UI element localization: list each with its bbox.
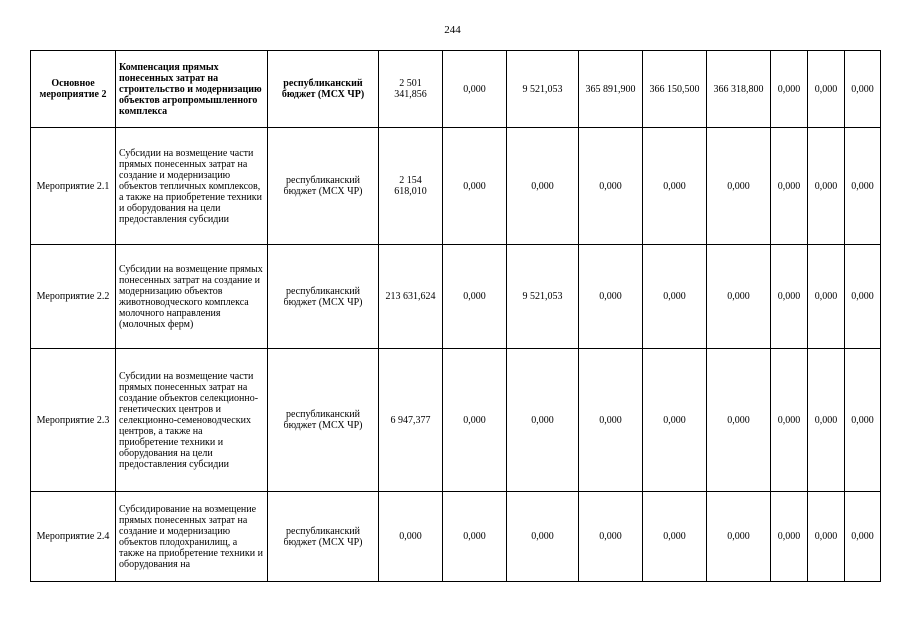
value-cell: 0,000: [808, 349, 845, 492]
value-cell: 0,000: [643, 349, 707, 492]
value-cell: 0,000: [808, 51, 845, 128]
activity-description: Субсидии на возмещение части прямых понесенных затрат на создание и модернизацию объектов тепличных комплексов, а также на приобретение техники и оборудования на цели предоставления субсидии: [116, 128, 268, 245]
activity-code: Основное мероприятие 2: [31, 51, 116, 128]
value-cell: 0,000: [443, 128, 507, 245]
value-cell: 0,000: [845, 51, 881, 128]
activity-code: Мероприятие 2.1: [31, 128, 116, 245]
page-number: 244: [444, 24, 461, 36]
table-row: [31, 245, 881, 349]
total-cell: 6 947,377: [379, 349, 443, 492]
funding-source: республиканский бюджет (МСХ ЧР): [268, 51, 379, 128]
value-cell: 0,000: [507, 128, 579, 245]
value-cell: 0,000: [643, 492, 707, 582]
value-cell: 0,000: [771, 128, 808, 245]
table-row: [31, 128, 881, 245]
activity-description: Компенсация прямых понесенных затрат на строительство и модернизацию объектов агропромышленного комплекса: [116, 51, 268, 128]
table-row: [31, 349, 881, 492]
activity-description: Субсидирование на возмещение прямых понесенных затрат на создание и модернизацию объектов плодохранилищ, а также на приобретение техники и оборудования на: [116, 492, 268, 582]
total-cell: 213 631,624: [379, 245, 443, 349]
value-cell: 0,000: [507, 492, 579, 582]
value-cell: 0,000: [443, 51, 507, 128]
value-cell: 0,000: [808, 245, 845, 349]
value-cell: 0,000: [845, 245, 881, 349]
value-cell: 0,000: [707, 492, 771, 582]
total-cell: 2 154 618,010: [379, 128, 443, 245]
value-cell: 0,000: [579, 349, 643, 492]
value-cell: 0,000: [845, 128, 881, 245]
activity-code: Мероприятие 2.2: [31, 245, 116, 349]
value-cell: 0,000: [771, 51, 808, 128]
value-cell: 365 891,900: [579, 51, 643, 128]
value-cell: 0,000: [443, 492, 507, 582]
table-row: [31, 51, 881, 128]
value-cell: 0,000: [845, 349, 881, 492]
funding-source: республиканский бюджет (МСХ ЧР): [268, 128, 379, 245]
value-cell: 0,000: [443, 349, 507, 492]
total-cell: 2 501 341,856: [379, 51, 443, 128]
value-cell: 0,000: [707, 349, 771, 492]
value-cell: 0,000: [643, 128, 707, 245]
value-cell: 366 318,800: [707, 51, 771, 128]
value-cell: 0,000: [707, 245, 771, 349]
value-cell: 0,000: [707, 128, 771, 245]
value-cell: 0,000: [643, 245, 707, 349]
value-cell: 9 521,053: [507, 245, 579, 349]
value-cell: 0,000: [579, 245, 643, 349]
value-cell: 9 521,053: [507, 51, 579, 128]
funding-source: республиканский бюджет (МСХ ЧР): [268, 349, 379, 492]
value-cell: 366 150,500: [643, 51, 707, 128]
funding-source: республиканский бюджет (МСХ ЧР): [268, 492, 379, 582]
activity-description: Субсидии на возмещение части прямых понесенных затрат на создание объектов селекционно-генетических центров и селекционно-семеноводческих центров, а также на приобретение техники и оборудования на цели предоставления субсидии: [116, 349, 268, 492]
activity-code: Мероприятие 2.3: [31, 349, 116, 492]
value-cell: 0,000: [771, 492, 808, 582]
value-cell: 0,000: [771, 349, 808, 492]
value-cell: 0,000: [507, 349, 579, 492]
value-cell: 0,000: [845, 492, 881, 582]
value-cell: 0,000: [579, 492, 643, 582]
funding-source: республиканский бюджет (МСХ ЧР): [268, 245, 379, 349]
activity-code: Мероприятие 2.4: [31, 492, 116, 582]
value-cell: 0,000: [579, 128, 643, 245]
activity-description: Субсидии на возмещение прямых понесенных затрат на создание и модернизацию объектов животноводческого комплекса молочного направления (молочных ферм): [116, 245, 268, 349]
total-cell: 0,000: [379, 492, 443, 582]
budget-table: [30, 50, 881, 582]
value-cell: 0,000: [771, 245, 808, 349]
value-cell: 0,000: [808, 128, 845, 245]
value-cell: 0,000: [443, 245, 507, 349]
table-row: [31, 492, 881, 582]
value-cell: 0,000: [808, 492, 845, 582]
